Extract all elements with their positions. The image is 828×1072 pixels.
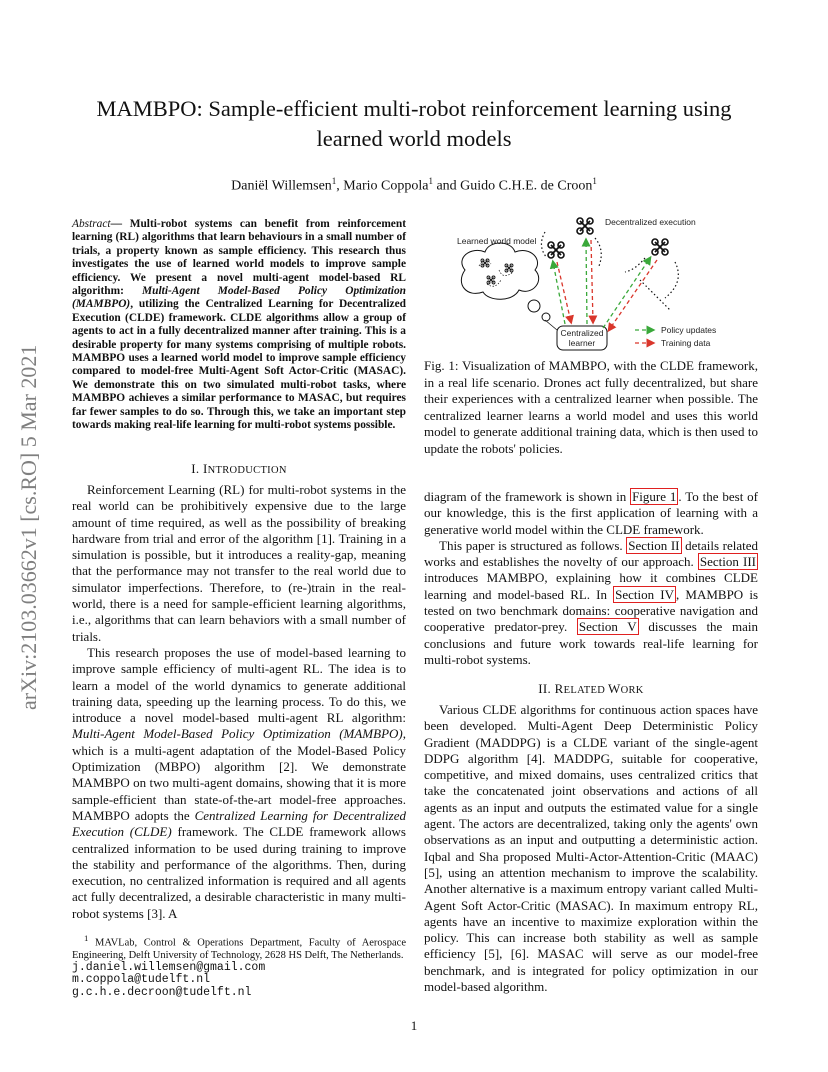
abstract-text: , utilizing the Centralized Learning for Decentralized Execution (CLDE) framework. CLDE algorithms allow a group of agents to act in a fully decentralized manner after training. This is a desirable property for many systems comprising of multiple robots. MAMBPO uses a learned world model to improve sample efficiency compared to model-free Multi-Agent Soft Actor-Critic (MASAC). We demonstrate this on two simulated multi-robot tasks, where MAMBPO achieves a similar performance to MASAC, but requires far fewer samples to do so. Through this, we take an important step towards making real-life learning for multi-robot systems possible.	[72, 298, 406, 432]
figure-1-caption: Fig. 1: Visualization of MAMBPO, with the CLDE framework, in a real life scenario. Drones act fully decentralized, but share their experiences with a centralized learner when possible. The centralized learner learns a world model and uses this world model to generate additional training data, which is then used to update the robots' policies.	[424, 358, 758, 456]
body-text: diagram of the framework is shown in	[424, 489, 631, 504]
label-centralized-learner-1: Centralized	[560, 328, 604, 338]
footnote-affiliation	[72, 932, 406, 962]
section-number: I.	[191, 461, 203, 476]
section-heading-introduction	[72, 461, 406, 479]
body-text: . To the best of our knowledge, this is the first application of learning with a generative world model within the CLDE framework.	[424, 489, 759, 537]
abstract-algorithm-name: Multi-Agent Model-Based Policy Optimization (MAMBPO)	[72, 285, 406, 311]
author-name: Mario Coppola	[343, 178, 429, 194]
section-title-initial: R	[554, 681, 564, 696]
figure-1-diagram	[445, 210, 745, 355]
drone-icon	[652, 239, 668, 255]
abstract-dash: —	[110, 218, 122, 230]
intro-text: framework. The CLDE framework allows centralized information to be used during training to improve the stability and performance of the algorithms. Then, during execution, no centralized information is required and all agents act fully decentralized, a desirable characteristic in many multi-robot systems [3]. A	[72, 824, 406, 921]
label-centralized-learner-2: learner	[568, 338, 596, 348]
section-heading-related-work	[424, 681, 758, 699]
drone-icon	[577, 218, 593, 234]
author-email[interactable]: g.c.h.e.decroon@tudelft.nl	[72, 985, 252, 999]
simulated-drone-icon	[487, 276, 495, 284]
body-text: , MAMBPO is tested on two benchmark domains: cooperative navigation and cooperative predator-prey.	[424, 586, 759, 635]
legend-training-label: Training data	[661, 338, 711, 348]
section-5-link[interactable]: Section V	[578, 619, 637, 635]
affiliation-mark: 1	[331, 176, 337, 186]
introduction-body	[72, 482, 406, 922]
legend-policy-label: Policy updates	[661, 325, 717, 335]
figure-1-link[interactable]: Figure 1	[632, 489, 677, 504]
abstract-text: Multi-robot systems can benefit from reinforcement learning (RL) algorithms that learn behaviours in a small number of trials, a property known as sample efficiency. This research thus investigates the use of learned world models to improve sample efficiency. We present a novel multi-agent model-based RL algorithm:	[72, 218, 406, 298]
training-data-arrow	[557, 262, 571, 322]
author-email[interactable]: m.coppola@tudelft.nl	[72, 973, 211, 987]
author-separator: and	[432, 178, 461, 194]
author-separator: ,	[336, 178, 344, 194]
author-list	[60, 172, 768, 196]
abstract-label: Abstract	[72, 218, 111, 230]
right-column-body	[424, 489, 758, 668]
structure-paragraph	[424, 538, 758, 668]
section-2-link[interactable]: Section II	[628, 537, 680, 553]
footnote	[72, 932, 406, 999]
thought-bubble	[528, 300, 540, 312]
intro-continuation	[424, 489, 758, 538]
section-4-link[interactable]: Section IV	[615, 586, 675, 602]
intro-framework-name: Centralized Learning for Decentralized Execution (CLDE)	[72, 807, 406, 840]
title-line-2: learned world models	[316, 126, 512, 151]
section-title-initial: I	[202, 461, 208, 476]
section-title-initial: W	[608, 681, 621, 696]
section-title-rest: ELATED	[563, 685, 609, 696]
body-text: This paper is structured as follows.	[439, 537, 627, 553]
thought-bubble	[542, 313, 550, 321]
training-data-arrow	[609, 260, 657, 330]
intro-paragraph	[72, 645, 406, 922]
footnote-mark: 1	[84, 933, 89, 943]
page-number: 1	[410, 1018, 418, 1033]
simulated-drone-icon	[505, 264, 513, 272]
author-name: Guido C.H.E. de Croon	[460, 178, 593, 194]
section-3-link[interactable]: Section III	[699, 554, 757, 570]
related-work-body	[424, 702, 758, 995]
title-line-1: MAMBPO: Sample-efficient multi-robot reinforcement learning using	[96, 96, 732, 121]
footnote-text: MAVLab, Control & Operations Department, Faculty of Aerospace Engineering, Delft University of Technology, 2628 HS Delft, The Netherlands.	[72, 937, 406, 961]
intro-text: , which is a multi-agent adaptation of the Model-Based Policy Optimization (MBPO) algorithm [2]. We demonstrate MAMBPO on two multi-agent domains, showing that it is more sample-efficient than state-of-the-art model-free approaches. MAMBPO adopts the	[72, 726, 406, 823]
body-text: details related works and establishes the novelty of our approach.	[424, 537, 758, 570]
policy-update-arrow	[603, 258, 650, 328]
affiliation-mark: 1	[428, 176, 433, 186]
intro-text: This research proposes the use of model-based learning to improve sample efficiency of multi-agent RL. The idea is to learn a model of the world dynamics to generate additional training data, speeding up the learning process. To do this, we introduce a novel model-based multi-agent RL algorithm:	[72, 644, 406, 726]
author-name: Daniël Willemsen	[231, 178, 332, 194]
training-data-arrow	[591, 240, 593, 322]
body-text: introduces MAMBPO, explaining how it combines CLDE learning and model-based RL. In	[424, 570, 758, 602]
section-title-rest: ORK	[620, 685, 644, 696]
drone-icon	[548, 242, 564, 258]
intro-paragraph: Reinforcement Learning (RL) for multi-robot systems in the real world can be prohibitively expensive due to the large amount of time required, as well as the possibility of breaking hardware from trial and error of the algorithm [1]. Training in a simulation is possible, but it introduces a reality-gap, meaning that the performance may not transfer to the real world due to simulator imperfections. Therefore, to (re-)train in the real-world, there is a need for sample-efficient learning algorithms, i.e., algorithms that can learn behaviors with a small number of trials.	[72, 482, 406, 644]
abstract	[72, 218, 406, 433]
related-work-paragraph: Various CLDE algorithms for continuous action spaces have been developed. Multi-Agent Deep Deterministic Policy Gradient (MADDPG) is a CLDE variant of the single-agent DDPG algorithm [4]. MADDPG, suitable for cooperative, competitive, and mixed domains, uses centralized critics that take the concatenated joint observations and actions of all agents as an input and outputs the estimated value for a single agent. The actors are decentralized, taking only the agents' own observations as an input and outputting a deterministic action. Iqbal and Sha proposed Multi-Actor-Attention-Critic (MAAC) [5], using an attention mechanism to improve the scalability. Another alternative is a maximum entropy variant called Multi-Agent Soft Actor-Critic (MASAC). In maximum entropy RL, agents have an incentive to maximize exploration within the policy. This can increase both stability as well as sample efficiency [5], [6]. MASAC will serve as our model-free benchmark, and is integrated for policy optimization in our model-based algorithm.	[424, 702, 758, 995]
affiliation-mark: 1	[592, 176, 597, 186]
arxiv-identifier: arXiv:2103.03662v1 [cs.RO] 5 Mar 2021	[16, 344, 41, 710]
section-number: II.	[538, 681, 555, 696]
body-text: discusses the main conclusions and future work towards real-life learning for multi-robot systems.	[424, 619, 758, 667]
label-learned-world-model: Learned world model	[457, 236, 537, 246]
intro-algorithm-name: Multi-Agent Model-Based Policy Optimization (MAMBPO)	[72, 726, 403, 742]
section-title-rest: NTRODUCTION	[207, 465, 287, 476]
label-decentralized-execution: Decentralized execution	[605, 217, 696, 227]
paper-title	[60, 94, 768, 154]
world-model-cloud	[461, 243, 538, 299]
policy-update-arrow	[586, 240, 587, 324]
author-email[interactable]: j.daniel.willemsen@gmail.com	[72, 961, 266, 975]
simulated-drone-icon	[481, 259, 489, 267]
